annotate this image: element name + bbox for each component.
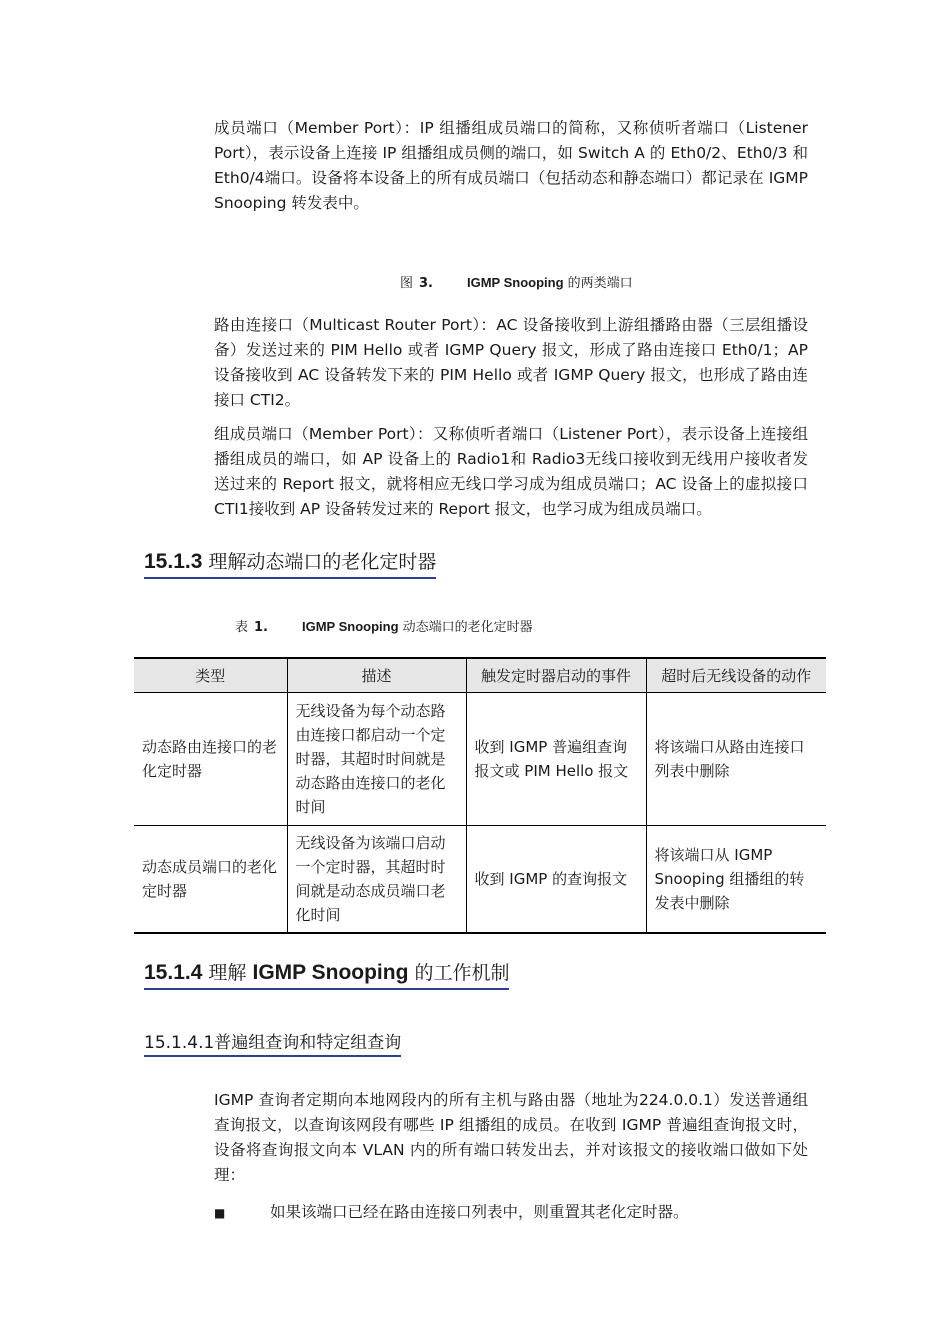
table-cell: 动态成员端口的老化定时器	[134, 826, 287, 934]
table-cell: 动态路由连接口的老化定时器	[134, 693, 287, 826]
section-title: 理解动态端口的老化定时器	[202, 551, 437, 573]
paragraph-router-port: 路由连接口（Multicast Router Port）：AC 设备接收到上游组播路由器（三层组播设备）发送过来的 PIM Hello 或者 IGMP Query 报文，形成了路由连接口 Eth0/1；AP 设备接收到 AC 设备转发下来的 PIM Hello 或者 IGMP Query 报文，也形成了路由连接口 CTI2。	[214, 316, 808, 409]
table-cell: 收到 IGMP 的查询报文	[466, 826, 646, 934]
figure-caption-prefix: 图	[400, 276, 414, 291]
subsection-heading-15-1-4-1: 15.1.4.1普遍组查询和特定组查询	[144, 1031, 401, 1057]
table-header-description: 描述	[287, 658, 466, 693]
section-number: 15.1.3	[144, 550, 203, 573]
table-header-row	[134, 658, 826, 693]
section-heading-15-1-4	[144, 959, 509, 990]
section-heading-15-1-3	[144, 548, 436, 579]
paragraph-group-member-port: 组成员端口（Member Port）：又称侦听者端口（Listener Port），表示设备上连接组播组成员的端口，如 AP 设备上的 Radio1和 Radio3无线口接收到无线用户接收者发送过来的 Report 报文，就将相应无线口学习成为组成员端口；AC 设备上的虚拟接口 CTI1接收到 AP 设备转发过来的 Report 报文，也学习成为组成员端口。	[214, 425, 808, 518]
table-caption-number: 1.	[254, 620, 268, 635]
section-number: 15.1.4	[144, 961, 203, 984]
table-header-timeout-action: 超时后无线设备的动作	[646, 658, 826, 693]
section-title-bold: IGMP Snooping	[252, 961, 409, 984]
section-title-post: 的工作机制	[408, 962, 510, 984]
table-caption	[235, 618, 533, 637]
table-cell: 将该端口从路由连接口列表中删除	[646, 693, 826, 826]
aging-timer-table	[134, 657, 826, 934]
table-row	[134, 826, 826, 934]
bullet-square-icon: ■	[214, 1206, 226, 1220]
figure-caption-number: 3.	[419, 276, 433, 291]
table-caption-title-bold: IGMP Snooping	[302, 619, 399, 634]
figure-caption-title-rest: 的两类端口	[563, 276, 633, 291]
table-row	[134, 693, 826, 826]
bullet-item	[214, 1200, 689, 1226]
table-header-type: 类型	[134, 658, 287, 693]
paragraph-member-port: 成员端口（Member Port）：IP 组播组成员端口的简称，又称侦听者端口（Listener Port），表示设备上连接 IP 组播组成员侧的端口，如 Switch A 的 Eth0/2、Eth0/3 和 Eth0/4端口。设备将本设备上的所有成员端口（包括动态和静态端口）都记录在 IGMP Snooping 转发表中。	[214, 119, 808, 212]
table-cell: 将该端口从 IGMP Snooping 组播组的转发表中删除	[646, 826, 826, 934]
table-caption-title-rest: 动态端口的老化定时器	[398, 620, 533, 635]
table-cell: 无线设备为每个动态路由连接口都启动一个定时器，其超时时间就是动态路由连接口的老化时间	[287, 693, 466, 826]
bullet-text: 如果该端口已经在路由连接口列表中，则重置其老化定时器。	[270, 1203, 689, 1221]
figure-caption-title-bold: IGMP Snooping	[467, 275, 564, 290]
table-caption-prefix: 表	[235, 620, 249, 635]
figure-caption	[400, 274, 633, 293]
table-cell: 收到 IGMP 普遍组查询报文或 PIM Hello 报文	[466, 693, 646, 826]
section-title-pre: 理解	[202, 962, 253, 984]
table-header-trigger-event: 触发定时器启动的事件	[466, 658, 646, 693]
table-cell: 无线设备为该端口启动一个定时器，其超时时间就是动态成员端口老化时间	[287, 826, 466, 934]
paragraph-igmp-querier: IGMP 查询者定期向本地网段内的所有主机与路由器（地址为224.0.0.1）发送普通组查询报文，以查询该网段有哪些 IP 组播组的成员。在收到 IGMP 普遍组查询报文时，设备将查询报文向本 VLAN 内的所有端口转发出去，并对该报文的接收端口做如下处理：	[214, 1091, 808, 1184]
